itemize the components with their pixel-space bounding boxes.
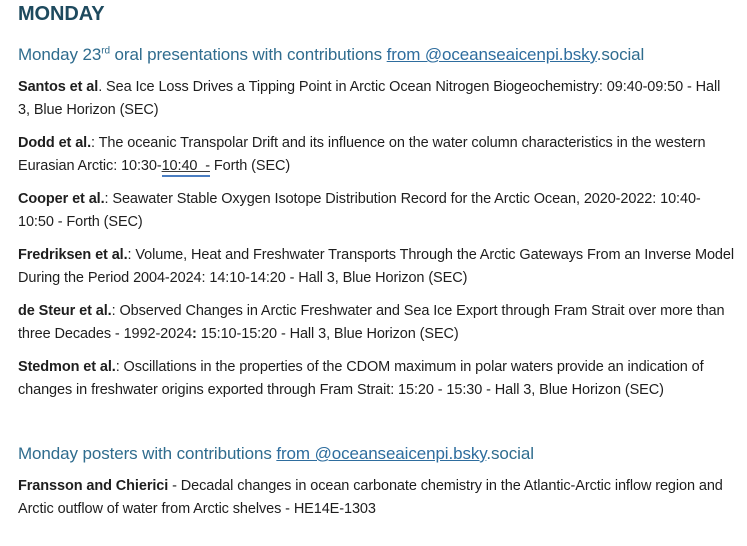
schedule-entry [18, 76, 735, 122]
bsky-profile-link[interactable]: from @oceanseaicenpi.bsky [386, 45, 597, 64]
author-name: Dodd et al. [18, 135, 92, 151]
schedule-entry [18, 132, 735, 178]
heading-text-post: .social [596, 45, 645, 64]
schedule-entry [18, 188, 735, 234]
entry-text: - Decadal changes in ocean carbonate chemistry in the Atlantic-Arctic inflow region and Arctic outflow of water from Arctic shelves - HE14E-1303 [18, 478, 723, 517]
heading-text-mid: oral presentations with contributions [109, 45, 387, 64]
heading-text-post: .social [486, 444, 534, 463]
author-name: Fransson and Chierici [18, 478, 169, 494]
ordinal-suffix: rd [101, 45, 110, 57]
edited-time: 10:40 - [162, 158, 210, 177]
posters-list [18, 475, 735, 521]
entry-text: : Seawater Stable Oxygen Isotope Distribution Record for the Arctic Ocean, 2020-2022: 10:40-10:50 - Forth (SEC) [18, 191, 701, 230]
entry-text: : Volume, Heat and Freshwater Transports Through the Arctic Gateways From an Inverse Model During the Period 2004-2024: 14:10-14:20 - Hall 3, Blue Horizon (SEC) [18, 247, 734, 286]
oral-presentations-list [18, 76, 735, 402]
entry-text: : The oceanic Transpolar Drift and its influence on the water column characteristics in the western Eurasian Arctic: 10:30- [18, 135, 706, 174]
entry-text: : Oscillations in the properties of the CDOM maximum in polar waters provide an indication of changes in freshwater origins exported through Fram Strait: 15:20 - 15:30 - Hall 3, Blue Horizon (SEC) [18, 359, 704, 398]
page-title: MONDAY [18, 3, 105, 25]
author-name: Stedmon et al. [18, 359, 116, 375]
bsky-profile-link[interactable]: from @oceanseaicenpi.bsky [276, 444, 487, 463]
section-heading-oral [18, 44, 735, 66]
author-name: Cooper et al. [18, 191, 105, 207]
schedule-entry [18, 300, 735, 346]
author-name: Fredriksen et al. [18, 247, 128, 263]
entry-text: : Observed Changes in Arctic Freshwater and Sea Ice Export through Fram Strait over more than three Decades - 1992-2024 [18, 303, 725, 342]
author-name: Santos et al [18, 79, 99, 95]
entry-text: . Sea Ice Loss Drives a Tipping Point in Arctic Ocean Nitrogen Biogeochemistry: 09:40-09:50 - Hall 3, Blue Horizon (SEC) [18, 79, 721, 118]
entry-text: 15:10-15:20 - Hall 3, Blue Horizon (SEC) [196, 326, 459, 342]
schedule-entry [18, 244, 735, 290]
schedule-entry [18, 356, 735, 402]
heading-text-pre: Monday posters with contributions [18, 444, 277, 463]
entry-text: Forth (SEC) [209, 158, 291, 174]
author-name: : [192, 326, 197, 342]
schedule-entry [18, 475, 735, 521]
section-heading-posters [18, 443, 735, 465]
heading-text-pre: Monday 23 [18, 45, 102, 64]
author-name: de Steur et al. [18, 303, 112, 319]
